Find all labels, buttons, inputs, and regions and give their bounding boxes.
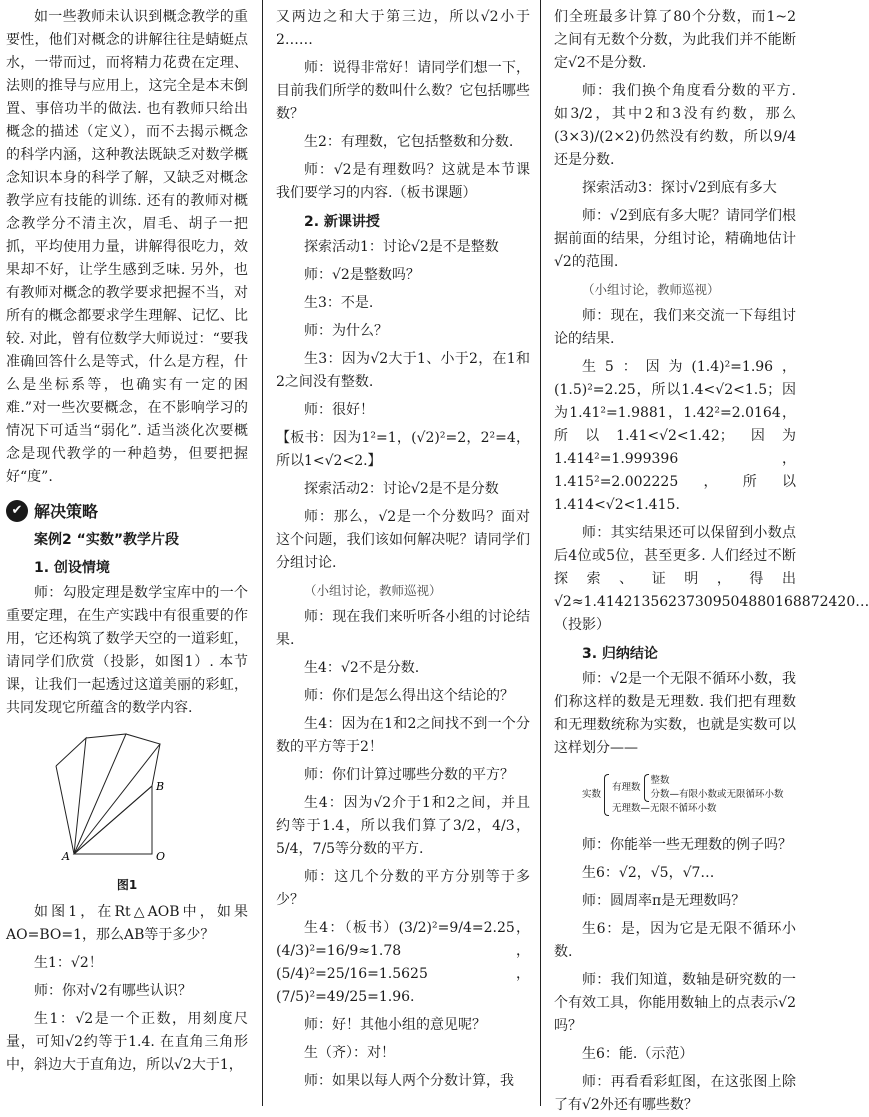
stage-note: （小组讨论，教师巡视） bbox=[582, 282, 720, 297]
classification-tree bbox=[582, 774, 784, 816]
paragraph: 生（齐）：对！ bbox=[304, 1045, 395, 1061]
stage-note: （小组讨论，教师巡视） bbox=[304, 583, 442, 598]
paragraph: 生5：因为(1.4)²=1.96，(1.5)²=2.25，所以1.4<√2<1.5；因为1.41²=1.9881，1.42²=2.0164，所以1.41<√2<1.42；因为1.414²=1.999396，1.415²=2.002225，所以1.414<√2<1.415. bbox=[554, 359, 796, 513]
label-o: O bbox=[156, 850, 166, 863]
paragraph: 如一些教师未认识到概念教学的重要性，他们对概念的讲解往往是蜻蜓点水，一带而过，而将精力花费在定理、法则的推导与应用上，这完全是本末倒置、事倍功半的做法. 也有教师只给出概念的描述（定义），而不去揭示概念的科学内涵，这种教法既缺乏对数学概念知识本身的科学了解，又缺乏对概念教学应有技能的训练. 还有的教师对概念教学分不清主次，眉毛、胡子一把抓，平均使用力量，讲解得很吃力，效果却不好，让学生感到乏味. 另外，也有教师对概念的教学要求把握不当，对所有的概念都要求学生理解、记忆、比较. 对此，曾有位数学大师说过：“要我准确回答什么是等式，什么是方程，什么是坐标系等，也确实有一定的困难.”对一些次要概念，在不影响学习的情况下可适当“弱化”. 适当淡化次要概念是现代教学的一种趋势，但要把握好“度”. bbox=[6, 9, 248, 485]
column-2 bbox=[270, 0, 532, 1106]
paragraph: 师：那么，√2是一个分数吗？面对这个问题，我们该如何解决呢？请同学们分组讨论. bbox=[276, 509, 530, 571]
paragraph: 师：其实结果还可以保留到小数点后4位或5位，甚至更多. 人们经过不断探索、证明，得出√2≈1.41421356237309504880168872420…（投影） bbox=[554, 525, 869, 633]
paragraph: 师：√2是整数吗？ bbox=[304, 267, 420, 283]
paragraph: 师：你们是怎么得出这个结论的？ bbox=[304, 688, 514, 704]
label-a: A bbox=[62, 850, 70, 863]
paragraph: 师：你能举一些无理数的例子吗？ bbox=[582, 837, 792, 853]
paragraph: 生3：因为√2大于1、小于2，在1和2之间没有整数. bbox=[276, 351, 530, 390]
paragraph: 师：勾股定理是数学宝库中的一个重要定理，在生产实践中有很重要的作用，它还构筑了数学天空的一道彩虹，请同学们欣赏（投影，如图1）. 本节课，让我们一起透过这道美丽的彩虹，共同发现它所蕴含的数学内容. bbox=[6, 585, 248, 716]
tree-root: 实数 bbox=[582, 789, 602, 800]
board-note: 【板书：因为1²=1，(√2)²=2，2²=4，所以1<√2<2.】 bbox=[276, 430, 530, 469]
paragraph: 生1：√2是一个正数，用刻度尺量，可知√2约等于1.4. 在直角三角形中，斜边大于直角边，所以√2大于1， bbox=[6, 1011, 248, 1073]
paragraph: 师：你们计算过哪些分数的平方？ bbox=[304, 767, 514, 783]
paragraph: 们全班最多计算了80个分数，而1~2之间有无数个分数，为此我们并不能断定√2不是分数. bbox=[554, 9, 796, 71]
rainbow-figure bbox=[52, 730, 202, 870]
paragraph: 师：很好！ bbox=[304, 402, 374, 418]
paragraph: 师：现在我们来听听各小组的讨论结果. bbox=[276, 609, 530, 648]
paragraph: 师：这几个分数的平方分别等于多少？ bbox=[276, 869, 530, 908]
paragraph: 师：如果以每人两个分数计算，我 bbox=[304, 1073, 514, 1089]
paragraph: 师：再看看彩虹图，在这张图上除了有√2外还有哪些数？ bbox=[554, 1074, 796, 1113]
paragraph: 师：好！其他小组的意见呢？ bbox=[304, 1017, 486, 1033]
tree-rational: 有理数 bbox=[612, 782, 641, 793]
paragraph: 师：√2到底有多大呢？请同学们根据前面的结果，分组讨论，精确地估计√2的范围. bbox=[554, 208, 796, 270]
column-rule-1 bbox=[262, 0, 263, 1106]
figure-1 bbox=[6, 730, 248, 874]
paragraph: 生3：不是. bbox=[304, 295, 374, 311]
tree-integer: 整数 bbox=[650, 775, 670, 786]
paragraph: 师：你对√2有哪些认识？ bbox=[34, 983, 192, 999]
column-3 bbox=[548, 0, 869, 1113]
paragraph: 师：说得非常好！请同学们想一下，目前我们所学的数叫什么数？它包括哪些数？ bbox=[276, 60, 530, 122]
paragraph: 又两边之和大于第三边，所以√2小于2…… bbox=[276, 9, 530, 48]
paragraph: 师：我们换个角度看分数的平方. 如3/2，其中2和3没有约数，那么(3×3)/(2×2)仍然没有约数，所以9/4还是分数. bbox=[554, 83, 796, 168]
case-title: 案例2 “实数”教学片段 bbox=[34, 532, 180, 548]
label-b: B bbox=[156, 780, 165, 793]
paragraph: 生4：因为在1和2之间找不到一个分数的平方等于2！ bbox=[276, 716, 530, 755]
section-title: 解决策略 bbox=[34, 502, 99, 521]
paragraph: 生4：√2不是分数. bbox=[304, 660, 420, 676]
figure-caption: 图1 bbox=[116, 878, 138, 892]
paragraph: 生6：是，因为它是无限不循环小数. bbox=[554, 921, 796, 960]
paragraph: 探索活动3：探讨√2到底有多大 bbox=[582, 180, 777, 196]
paragraph: 师：圆周率π是无理数吗？ bbox=[582, 893, 746, 909]
subheading: 2. 新课讲授 bbox=[304, 214, 380, 230]
column-rule-2 bbox=[540, 0, 541, 1106]
strategy-icon: ✔ bbox=[6, 500, 28, 522]
subheading: 1. 创设情境 bbox=[34, 560, 110, 576]
paragraph: 生1：√2！ bbox=[34, 955, 103, 971]
paragraph: 师：我们知道，数轴是研究数的一个有效工具，你能用数轴上的点表示√2吗？ bbox=[554, 972, 796, 1034]
paragraph: 师：√2是有理数吗？这就是本节课我们要学习的内容.（板书课题） bbox=[276, 162, 530, 201]
paragraph: 生6：√2，√5，√7… bbox=[582, 865, 715, 881]
tree-irrational: 无理数—无限不循环小数 bbox=[612, 803, 717, 814]
column-1 bbox=[0, 0, 252, 1106]
subheading: 3. 归纳结论 bbox=[582, 646, 658, 662]
paragraph: 探索活动1：讨论√2是不是整数 bbox=[304, 239, 499, 255]
paragraph: 师：√2是一个无限不循环小数，我们称这样的数是无理数. 我们把有理数和无理数统称为实数，也就是实数可以这样划分—— bbox=[554, 671, 796, 756]
section-heading bbox=[6, 499, 248, 522]
paragraph: 师：为什么？ bbox=[304, 323, 388, 339]
paragraph: 如图1，在Rt△AOB中，如果AO=BO=1，那么AB等于多少？ bbox=[6, 904, 248, 943]
paragraph: 探索活动2：讨论√2是不是分数 bbox=[304, 481, 499, 497]
paragraph: 生6：能.（示范） bbox=[582, 1046, 694, 1062]
paragraph: 生4：（板书）(3/2)²=9/4=2.25，(4/3)²=16/9≈1.78，(5/4)²=25/16=1.5625，(7/5)²=49/25=1.96. bbox=[276, 920, 530, 1005]
paragraph: 师：现在，我们来交流一下每组讨论的结果. bbox=[554, 308, 796, 347]
paragraph: 生4：因为√2介于1和2之间，并且约等于1.4，所以我们算了3/2，4/3，5/4，7/5等分数的平方. bbox=[276, 795, 530, 857]
paragraph: 生2：有理数，它包括整数和分数. bbox=[304, 134, 514, 150]
tree-fraction: 分数—有限小数或无限循环小数 bbox=[650, 789, 784, 800]
